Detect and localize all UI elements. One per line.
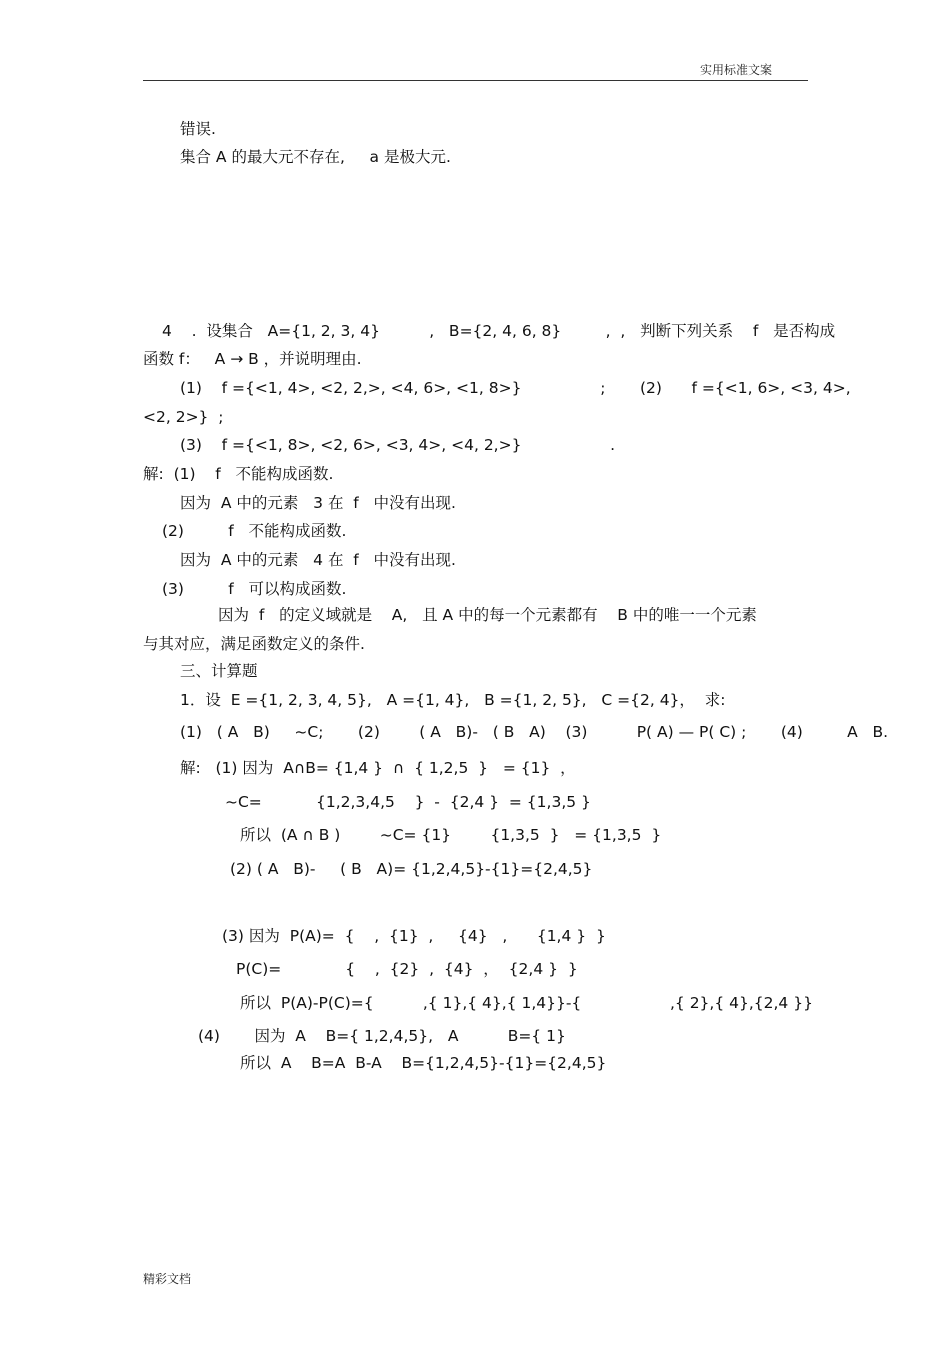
text-line: (2) f 不能构成函数. bbox=[162, 522, 347, 540]
text-line: P(C)= { , {2} , {4} ， {2,4 } } bbox=[236, 960, 578, 978]
text-line: (1) ( A B) ~C; (2) ( A B)- ( B A) (3) P( A) — P( C) ; (4) A B. bbox=[180, 723, 889, 741]
text-line: <2, 2>} ; bbox=[143, 408, 224, 426]
text-line: 错误. bbox=[180, 120, 216, 138]
text-line: (1) f ={<1, 4>, <2, 2,>, <4, 6>, <1, 8>} ; (2) f ={<1, 6>, <3, 4>, bbox=[180, 379, 851, 397]
text-line: 解: (1) 因为 A∩B= {1,4 } ∩ { 1,2,5 } = {1} ， bbox=[180, 759, 576, 777]
page-footer: 精彩文档 bbox=[143, 1272, 192, 1286]
text-line: 4 . 设集合 A={1, 2, 3, 4} , B={2, 4, 6, 8} , , 判断下列关系 f 是否构成 bbox=[162, 322, 836, 340]
text-line: (2) ( A B)- ( B A)= {1,2,4,5}-{1}={2,4,5} bbox=[230, 860, 593, 878]
text-line: 因为 f 的定义域就是 A, 且 A 中的每一个元素都有 B 中的唯一一个元素 bbox=[218, 606, 757, 624]
text-line: 所以 (A ∩ B ) ~C= {1} {1,3,5 } = {1,3,5 } bbox=[240, 826, 662, 844]
text-line: 所以 P(A)-P(C)={ ,{ 1},{ 4},{ 1,4}}-{ ,{ 2},{ 4},{2,4 }} bbox=[240, 994, 813, 1012]
text-line: 因为 A 中的元素 4 在 f 中没有出现. bbox=[180, 551, 456, 569]
text-line: ~C= {1,2,3,4,5 } - {2,4 } = {1,3,5 } bbox=[225, 793, 591, 811]
text-line: (4) 因为 A B={ 1,2,4,5}, A B={ 1} bbox=[198, 1027, 566, 1045]
text-line: (3) f ={<1, 8>, <2, 6>, <3, 4>, <4, 2,>} . bbox=[180, 436, 616, 454]
text-line: 与其对应，满足函数定义的条件. bbox=[143, 635, 365, 653]
page-header: 实用标准文案 bbox=[700, 63, 773, 77]
header-rule bbox=[143, 80, 808, 81]
text-line: 集合 A 的最大元不存在, a 是极大元. bbox=[180, 148, 451, 166]
section-heading: 三、计算题 bbox=[180, 662, 258, 680]
text-line: 解: (1) f 不能构成函数. bbox=[143, 465, 334, 483]
text-line: (3) 因为 P(A)= { , {1} , {4} , {1,4 } } bbox=[222, 927, 606, 945]
text-line: 所以 A B=A B-A B={1,2,4,5}-{1}={2,4,5} bbox=[240, 1054, 607, 1072]
text-line: 因为 A 中的元素 3 在 f 中没有出现. bbox=[180, 494, 456, 512]
text-line: (3) f 可以构成函数. bbox=[162, 580, 347, 598]
text-line: 函数 f： A → B ，并说明理由. bbox=[143, 350, 362, 368]
text-line: 1．设 E ={1, 2, 3, 4, 5}, A ={1, 4}, B ={1, 2, 5}, C ={2, 4}， 求: bbox=[180, 691, 726, 709]
